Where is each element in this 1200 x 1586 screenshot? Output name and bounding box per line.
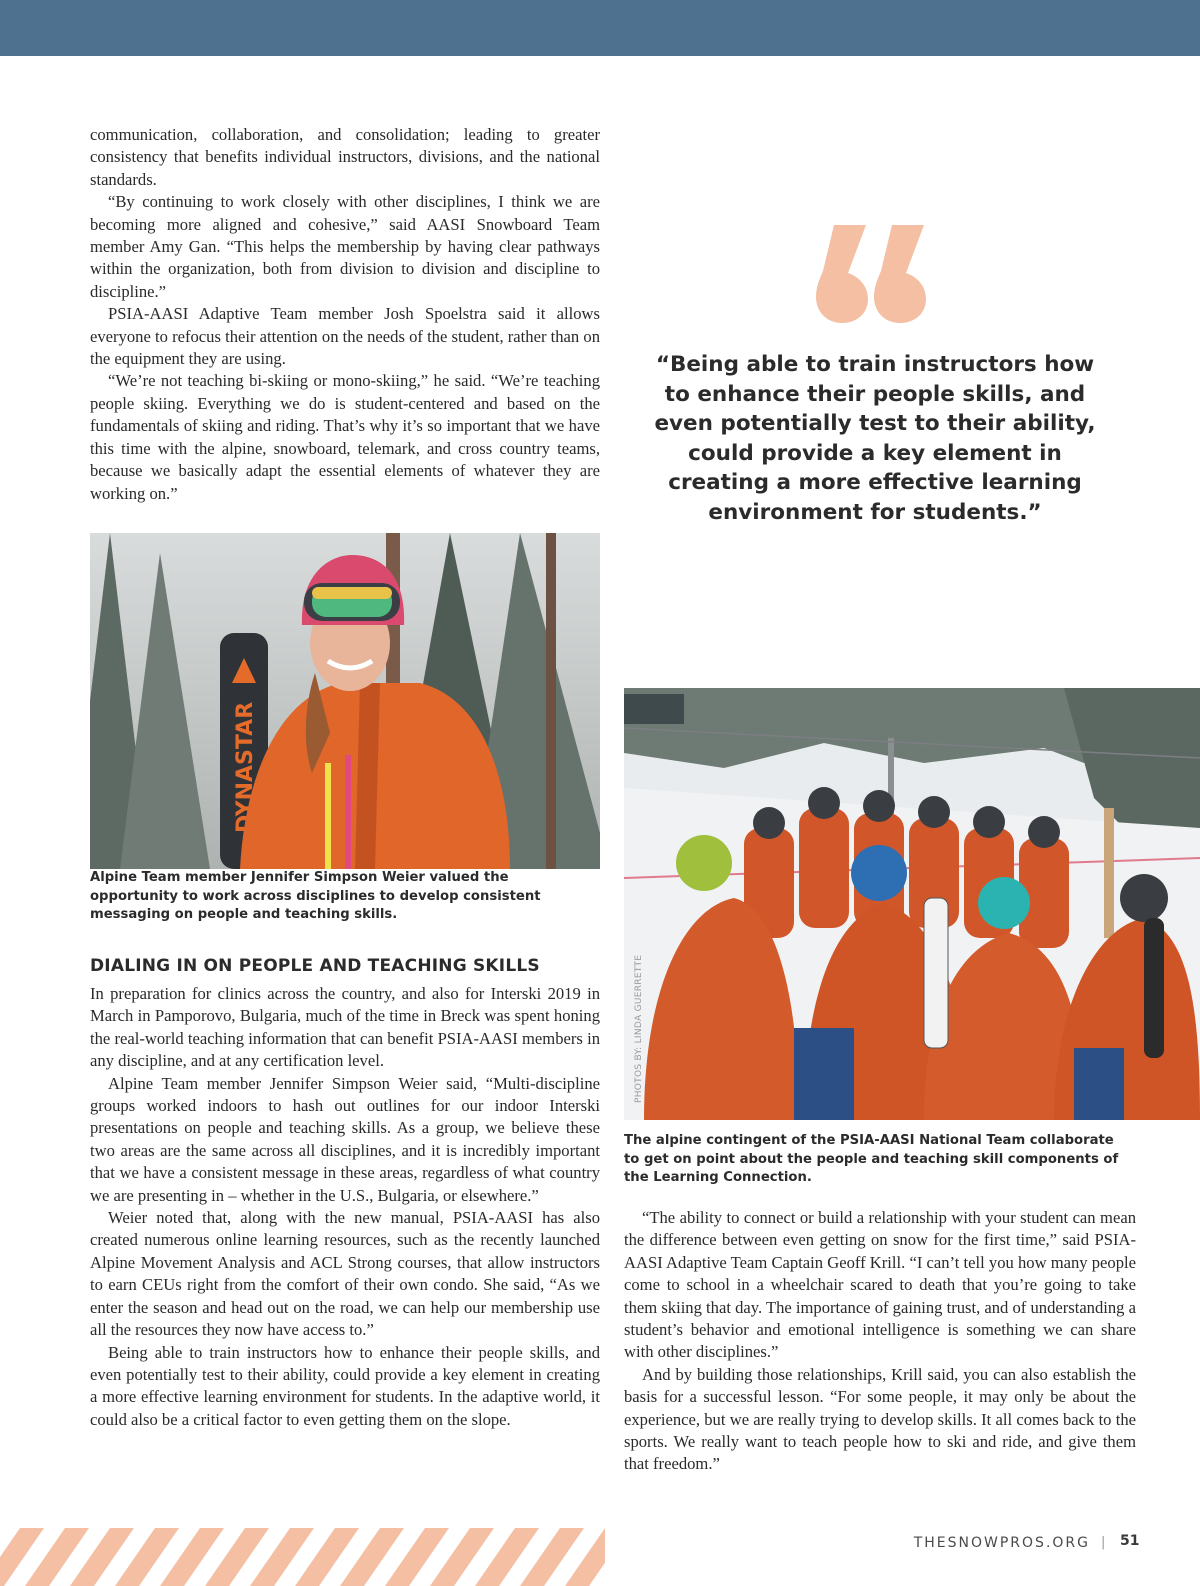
paragraph: And by building those relationships, Krill said, you can also establish the basis for a successful lesson. “For some people, it may only be about the experience, but we are really trying to develop skills. It all comes back to the sports. We really want to teach people how to ski and ride, and give them that freedom.”: [624, 1364, 1136, 1474]
article-column-left-bottom: [90, 983, 600, 1431]
article-column-right-bottom: [624, 1207, 1136, 1476]
photo-credit: PHOTOS BY: LINDA GUERRETTE: [634, 954, 644, 1103]
photo-team-huddle: [624, 688, 1200, 1120]
paragraph: “The ability to connect or build a relationship with your student can mean the difference between even getting on snow for the first time,” said PSIA-AASI Adaptive Team Captain Geoff Krill. “I can’t tell you how many people come to school in a wheelchair scared to death that you’re going to take them skiing that day. The importance of gaining trust, and of understanding a student’s behavior and emotional intelligence is something we can share with other disciplines.”: [624, 1208, 1136, 1362]
footer-site-name: THESNOWPROS.ORG: [913, 1535, 1090, 1551]
article-column-left-top: [90, 124, 600, 505]
pull-quote: “Being able to train instructors how to enhance their people skills, and even potentially test to their ability, could provide a key element in creating a more effective learning environment for students.”: [654, 352, 1096, 525]
paragraph: Being able to train instructors how to enhance their people skills, and even potentially test to their ability, could provide a key element in creating a more effective learning environment for students. In the adaptive world, it could also be a critical factor to even getting them on the slope.: [90, 1342, 600, 1429]
ski-brand-label: DYNASTAR: [233, 701, 258, 833]
footer-separator: |: [1101, 1535, 1106, 1550]
photo-caption-right: The alpine contingent of the PSIA-AASI National Team collaborate to get on point about the people and teaching skill components of the Learning Connection.: [624, 1133, 1119, 1185]
page-number: 51: [1120, 1533, 1140, 1549]
paragraph: communication, collaboration, and consolidation; leading to greater consistency that benefits individual instructors, divisions, and the national standards.: [90, 125, 600, 189]
section-heading: DIALING IN ON PEOPLE AND TEACHING SKILLS: [90, 956, 540, 976]
header-bar: [0, 0, 1200, 56]
paragraph: In preparation for clinics across the country, and also for Interski 2019 in March in Pamporovo, Bulgaria, much of the time in Breck was spent honing the real-world teaching information that can benefit PSIA-AASI members in any discipline, and at any certification level.: [90, 984, 600, 1071]
paragraph: “We’re not teaching bi-skiing or mono-skiing,” he said. “We’re teaching people skiing. Everything we do is student-centered and based on the fundamentals of skiing and riding. That’s why it’s so important that we have this time with the alpine, snowboard, telemark, and cross country teams, because we basically adapt the essential elements of whatever they are working on.”: [90, 371, 600, 503]
photo-caption-left: Alpine Team member Jennifer Simpson Weier valued the opportunity to work across disciplines to develop consistent messaging on people and teaching skills.: [90, 870, 541, 922]
paragraph: “By continuing to work closely with other disciplines, I think we are becoming more aligned and cohesive,” said AASI Snowboard Team member Amy Gan. “This helps the membership by having clear pathways within the organization, both from division to division and discipline to discipline.”: [90, 192, 600, 301]
paragraph: PSIA-AASI Adaptive Team member Josh Spoelstra said it allows everyone to refocus their attention on the needs of the student, rather than on the equipment they are using.: [90, 304, 600, 369]
quote-mark-icon: [816, 225, 936, 325]
paragraph: Weier noted that, along with the new manual, PSIA-AASI has also created numerous online learning resources, such as the recently launched Alpine Movement Analysis and ACL Strong courses, that allow instructors to earn CEUs right from the comfort of their own condo. She said, “As we enter the season and head out on the road, we can help our membership use all the resources they now have access to.”: [90, 1208, 600, 1340]
photo-skier-portrait: [90, 533, 600, 869]
footer-stripes: [0, 1512, 605, 1586]
paragraph: Alpine Team member Jennifer Simpson Weier said, “Multi-discipline groups worked indoors to hash out outlines for our indoor Interski presentations on people and teaching skills. As a group, we believe these two areas are the same across all disciplines, and it is incredibly important that we have a consistent message in these areas, regardless of what country we are presenting in – whether in the U.S., Bulgaria, or elsewhere.”: [90, 1073, 600, 1205]
